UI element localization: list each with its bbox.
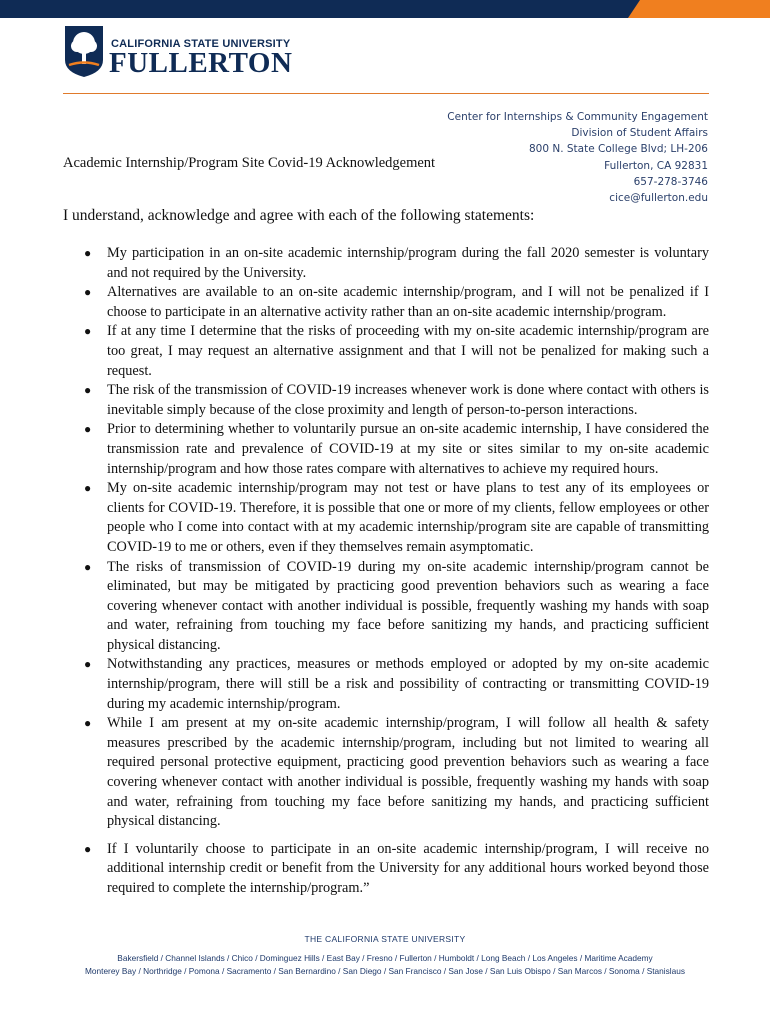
list-item bbox=[63, 479, 709, 557]
statement-text: If at any time I determine that the risks of proceeding with my on-site academic internship/program are too great, I may request an alternative assignment and that I will not be penalized for making such a request. bbox=[107, 323, 709, 379]
address-city: Fullerton, CA 92831 bbox=[604, 159, 708, 172]
bullet-icon: ● bbox=[84, 285, 92, 300]
statement-text: If I voluntarily choose to participate in an on-site academic internship/program, I will receive no additional internship credit or benefit from the University for any additional hours worked beyond those required to complete the internship/program.” bbox=[107, 840, 709, 896]
list-item bbox=[63, 420, 709, 479]
bullet-icon: ● bbox=[84, 481, 92, 496]
address-office: Center for Internships & Community Engagement bbox=[447, 111, 708, 123]
university-logo bbox=[63, 24, 303, 84]
address-street: 800 N. State College Blvd; LH-206 bbox=[528, 143, 708, 156]
statement-text: The risk of the transmission of COVID-19 increases whenever work is done where contact with others is inevitable simply because of the close proximity and length of person-to-person interactions. bbox=[107, 382, 709, 418]
list-item bbox=[63, 244, 709, 283]
list-item bbox=[63, 558, 709, 656]
address-email: cice@fullerton.edu bbox=[609, 192, 708, 205]
header-divider bbox=[63, 93, 709, 94]
address-division: Division of Student Affairs bbox=[571, 127, 708, 140]
statement-text: While I am present at my on-site academic internship/program, I will follow all health & safety measures prescribed by the academic internship/program, including but not limited to wearing all required personal protective equipment, practicing good prevention behaviors such as wearing a face covering whenever contact with another individual is possible, frequently washing my hands with soap and water, refraining from touching my face before sanitizing my hands, and practicing sufficient physical distancing. bbox=[107, 715, 709, 830]
footer-campuses-line-1: Bakersfield / Channel Islands / Chico / Dominguez Hills / East Bay / Fresno / Fullerton / Humboldt / Long Beach / Los Angeles / Maritime Academy bbox=[117, 953, 653, 963]
statement-text: Notwithstanding any practices, measures or methods employed or adopted by my on-site academic internship/program, there will still be a risk and possibility of contracting or transmitting COVID-19 during my academic internship/program. bbox=[107, 656, 709, 712]
document-title: Academic Internship/Program Site Covid-19 Acknowledgement bbox=[63, 155, 436, 171]
list-item bbox=[63, 655, 709, 714]
logo-campus-text: FULLERTON bbox=[109, 47, 293, 79]
university-seal-icon bbox=[63, 24, 105, 78]
statement-text: The risks of transmission of COVID-19 during my on-site academic internship/program cannot be eliminated, but may be mitigated by practicing good prevention behaviors such as wearing a face covering whenever contact with another individual is possible, frequently washing my hands with soap and water, refraining from touching my face before sanitizing my hands, and practicing sufficient physical distancing. bbox=[107, 558, 709, 653]
statement-text: Prior to determining whether to voluntarily pursue an on-site academic internship, I have considered the transmission rate and prevalence of COVID-19 at my site or sites similar to my on-site academic internship/program and how those rates compare with alternatives to achieve my required hours. bbox=[107, 421, 709, 477]
acknowledgement-list bbox=[63, 244, 709, 899]
statement-text: Alternatives are available to an on-site academic internship/program, and I will not be penalized if I choose to participate in an alternative activity rather than an on-site academic internship/program. bbox=[107, 284, 709, 320]
statement-text: My participation in an on-site academic internship/program during the fall 2020 semester is voluntary and not required by the University. bbox=[107, 245, 709, 281]
footer-campuses-line-2: Monterey Bay / Northridge / Pomona / Sacramento / San Bernardino / San Diego / San Francisco / San Jose / San Luis Obispo / San Marcos / Sonoma / Stanislaus bbox=[85, 966, 685, 976]
logo-university-text: CALIFORNIA STATE UNIVERSITY bbox=[111, 38, 291, 50]
bullet-icon: ● bbox=[84, 324, 92, 339]
bullet-icon: ● bbox=[84, 559, 92, 574]
address-phone: 657-278-3746 bbox=[633, 175, 708, 188]
list-item bbox=[63, 714, 709, 832]
bullet-icon: ● bbox=[84, 383, 92, 398]
intro-statement: I understand, acknowledge and agree with each of the following statements: bbox=[63, 207, 535, 224]
statement-text: My on-site academic internship/program may not test or have plans to test any of its employees or clients for COVID-19. Therefore, it is possible that one or more of my clients, fellow employees or other people who I come into contact with at my academic internship/program site are capable of transmitting COVID-19 to me or others, even if they themselves remain asymptomatic. bbox=[107, 480, 709, 555]
bullet-icon: ● bbox=[84, 657, 92, 672]
list-item bbox=[63, 322, 709, 381]
bullet-icon: ● bbox=[84, 716, 92, 731]
header-color-band bbox=[0, 0, 770, 18]
list-item bbox=[63, 840, 709, 899]
bullet-icon: ● bbox=[84, 841, 92, 856]
list-item bbox=[63, 381, 709, 420]
bullet-icon: ● bbox=[84, 246, 92, 260]
office-address bbox=[447, 109, 708, 206]
bullet-icon: ● bbox=[84, 422, 92, 437]
footer-system-title: THE CALIFORNIA STATE UNIVERSITY bbox=[304, 934, 466, 944]
list-item bbox=[63, 283, 709, 322]
